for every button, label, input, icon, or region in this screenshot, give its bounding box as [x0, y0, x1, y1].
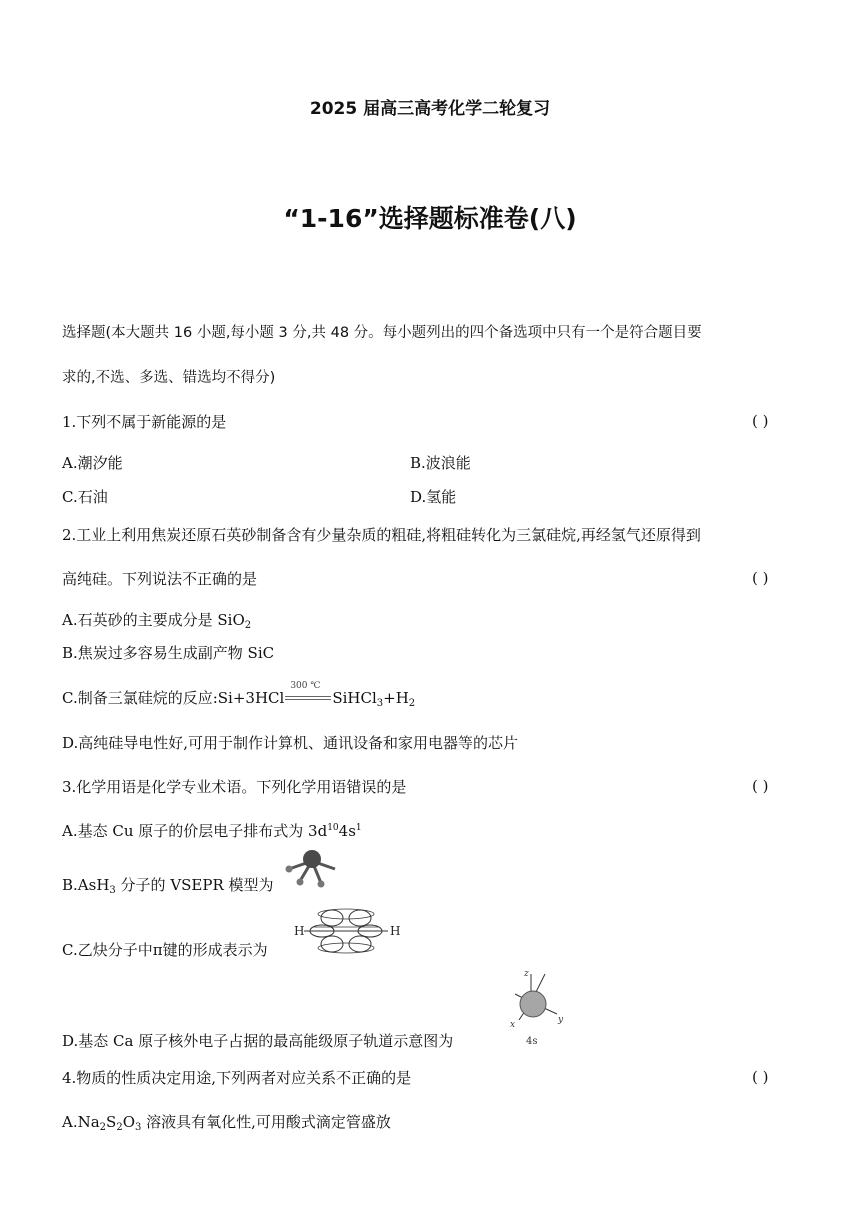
s-orbital-sphere — [520, 991, 546, 1017]
option-a-text: 溶液具有氧化性,可用酸式滴定管盛放 — [141, 1113, 391, 1131]
question-2-option-c — [62, 681, 416, 714]
axis-label-x: x — [510, 1020, 516, 1030]
subscript: 2 — [408, 698, 416, 709]
h-atom — [286, 866, 293, 873]
question-2-option-a — [62, 610, 251, 636]
pi-bond-diagram — [292, 906, 402, 956]
h-atom — [318, 881, 325, 888]
page-subtitle: 2025 届高三高考化学二轮复习 — [309, 99, 551, 119]
formula-part: O — [122, 1113, 136, 1131]
option-a-text: A.基态 Cu 原子的价层电子排布式为 3d — [62, 822, 328, 840]
h-atom — [297, 879, 304, 886]
product-1: SiHCl — [332, 689, 377, 707]
instructions-line-1: 选择题(本大题共 16 小题,每小题 3 分,共 48 分。每小题列出的四个备选项中只有一个是符合题目要 — [62, 325, 702, 341]
vsepr-model-image — [283, 843, 343, 893]
reaction-arrow — [284, 681, 332, 708]
subscript: 2 — [99, 1122, 107, 1133]
question-1-stem: 1.下列不属于新能源的是 — [62, 413, 227, 431]
axis-label-y: y — [558, 1015, 564, 1025]
reaction-condition: 300 ℃ — [290, 681, 321, 691]
reaction-reactants: C.制备三氯硅烷的反应:Si+3HCl — [62, 689, 285, 707]
product-2: +H — [383, 689, 409, 707]
formula-part: S — [106, 1113, 117, 1131]
subscript: 2 — [116, 1122, 123, 1133]
h-left-label: H — [294, 924, 305, 938]
option-b-text: 分子的 VSEPR 模型为 — [115, 876, 274, 894]
question-3-option-b — [62, 875, 274, 901]
question-4-option-a — [62, 1112, 391, 1138]
formula-part: A.Na — [62, 1113, 100, 1131]
superscript: 10 — [327, 823, 339, 833]
question-1-option-a: A.潮汐能 — [62, 454, 123, 472]
orbital-4s: 4s — [338, 822, 356, 840]
question-3-option-d: D.基态 Ca 原子核外电子占据的最高能级原子轨道示意图为 — [62, 1032, 454, 1050]
4s-orbital-diagram — [505, 966, 571, 1048]
question-1-option-b: B.波浪能 — [410, 454, 471, 472]
subscript: 3 — [135, 1122, 142, 1133]
question-2-answer-paren: ( ) — [752, 569, 769, 587]
equals-line-bottom — [285, 699, 331, 700]
instructions-line-2: 求的,不选、多选、错选均不得分) — [62, 370, 276, 386]
subscript: 3 — [109, 885, 116, 896]
question-3-stem: 3.化学用语是化学专业术语。下列化学用语错误的是 — [62, 778, 407, 796]
question-2-option-b: B.焦炭过多容易生成副产物 SiC — [62, 644, 275, 662]
question-2-stem-line-1: 2.工业上利用焦炭还原石英砂制备含有少量杂质的粗硅,将粗硅转化为三氯硅烷,再经氢气还原得到 — [62, 526, 701, 544]
option-a-text: A.石英砂的主要成分是 SiO — [62, 611, 245, 629]
question-3-answer-paren: ( ) — [752, 777, 769, 795]
central-atom — [303, 850, 321, 868]
question-3-option-a — [62, 818, 362, 841]
page-title: “1-16”选择题标准卷(八) — [283, 204, 577, 233]
question-1-option-d: D.氢能 — [410, 488, 457, 506]
question-2-stem-line-2: 高纯硅。下列说法不正确的是 — [62, 570, 258, 588]
equals-line-top — [285, 696, 331, 697]
superscript: 1 — [355, 823, 362, 833]
question-4-answer-paren: ( ) — [752, 1068, 769, 1086]
question-2-option-d: D.高纯硅导电性好,可用于制作计算机、通讯设备和家用电器等的芯片 — [62, 734, 519, 752]
question-4-stem: 4.物质的性质决定用途,下列两者对应关系不正确的是 — [62, 1069, 412, 1087]
question-3-option-c: C.乙炔分子中π键的形成表示为 — [62, 941, 268, 959]
question-1-option-c: C.石油 — [62, 488, 108, 506]
subscript: 2 — [244, 620, 252, 631]
pi-overlap — [318, 943, 374, 953]
h-right-label: H — [390, 924, 401, 938]
option-b-formula: B.AsH — [62, 876, 110, 894]
axis-label-z: z — [524, 969, 529, 979]
question-1-answer-paren: ( ) — [752, 412, 769, 430]
subscript: 3 — [376, 698, 384, 709]
orbital-label: 4s — [526, 1036, 538, 1047]
pi-overlap — [318, 909, 374, 919]
